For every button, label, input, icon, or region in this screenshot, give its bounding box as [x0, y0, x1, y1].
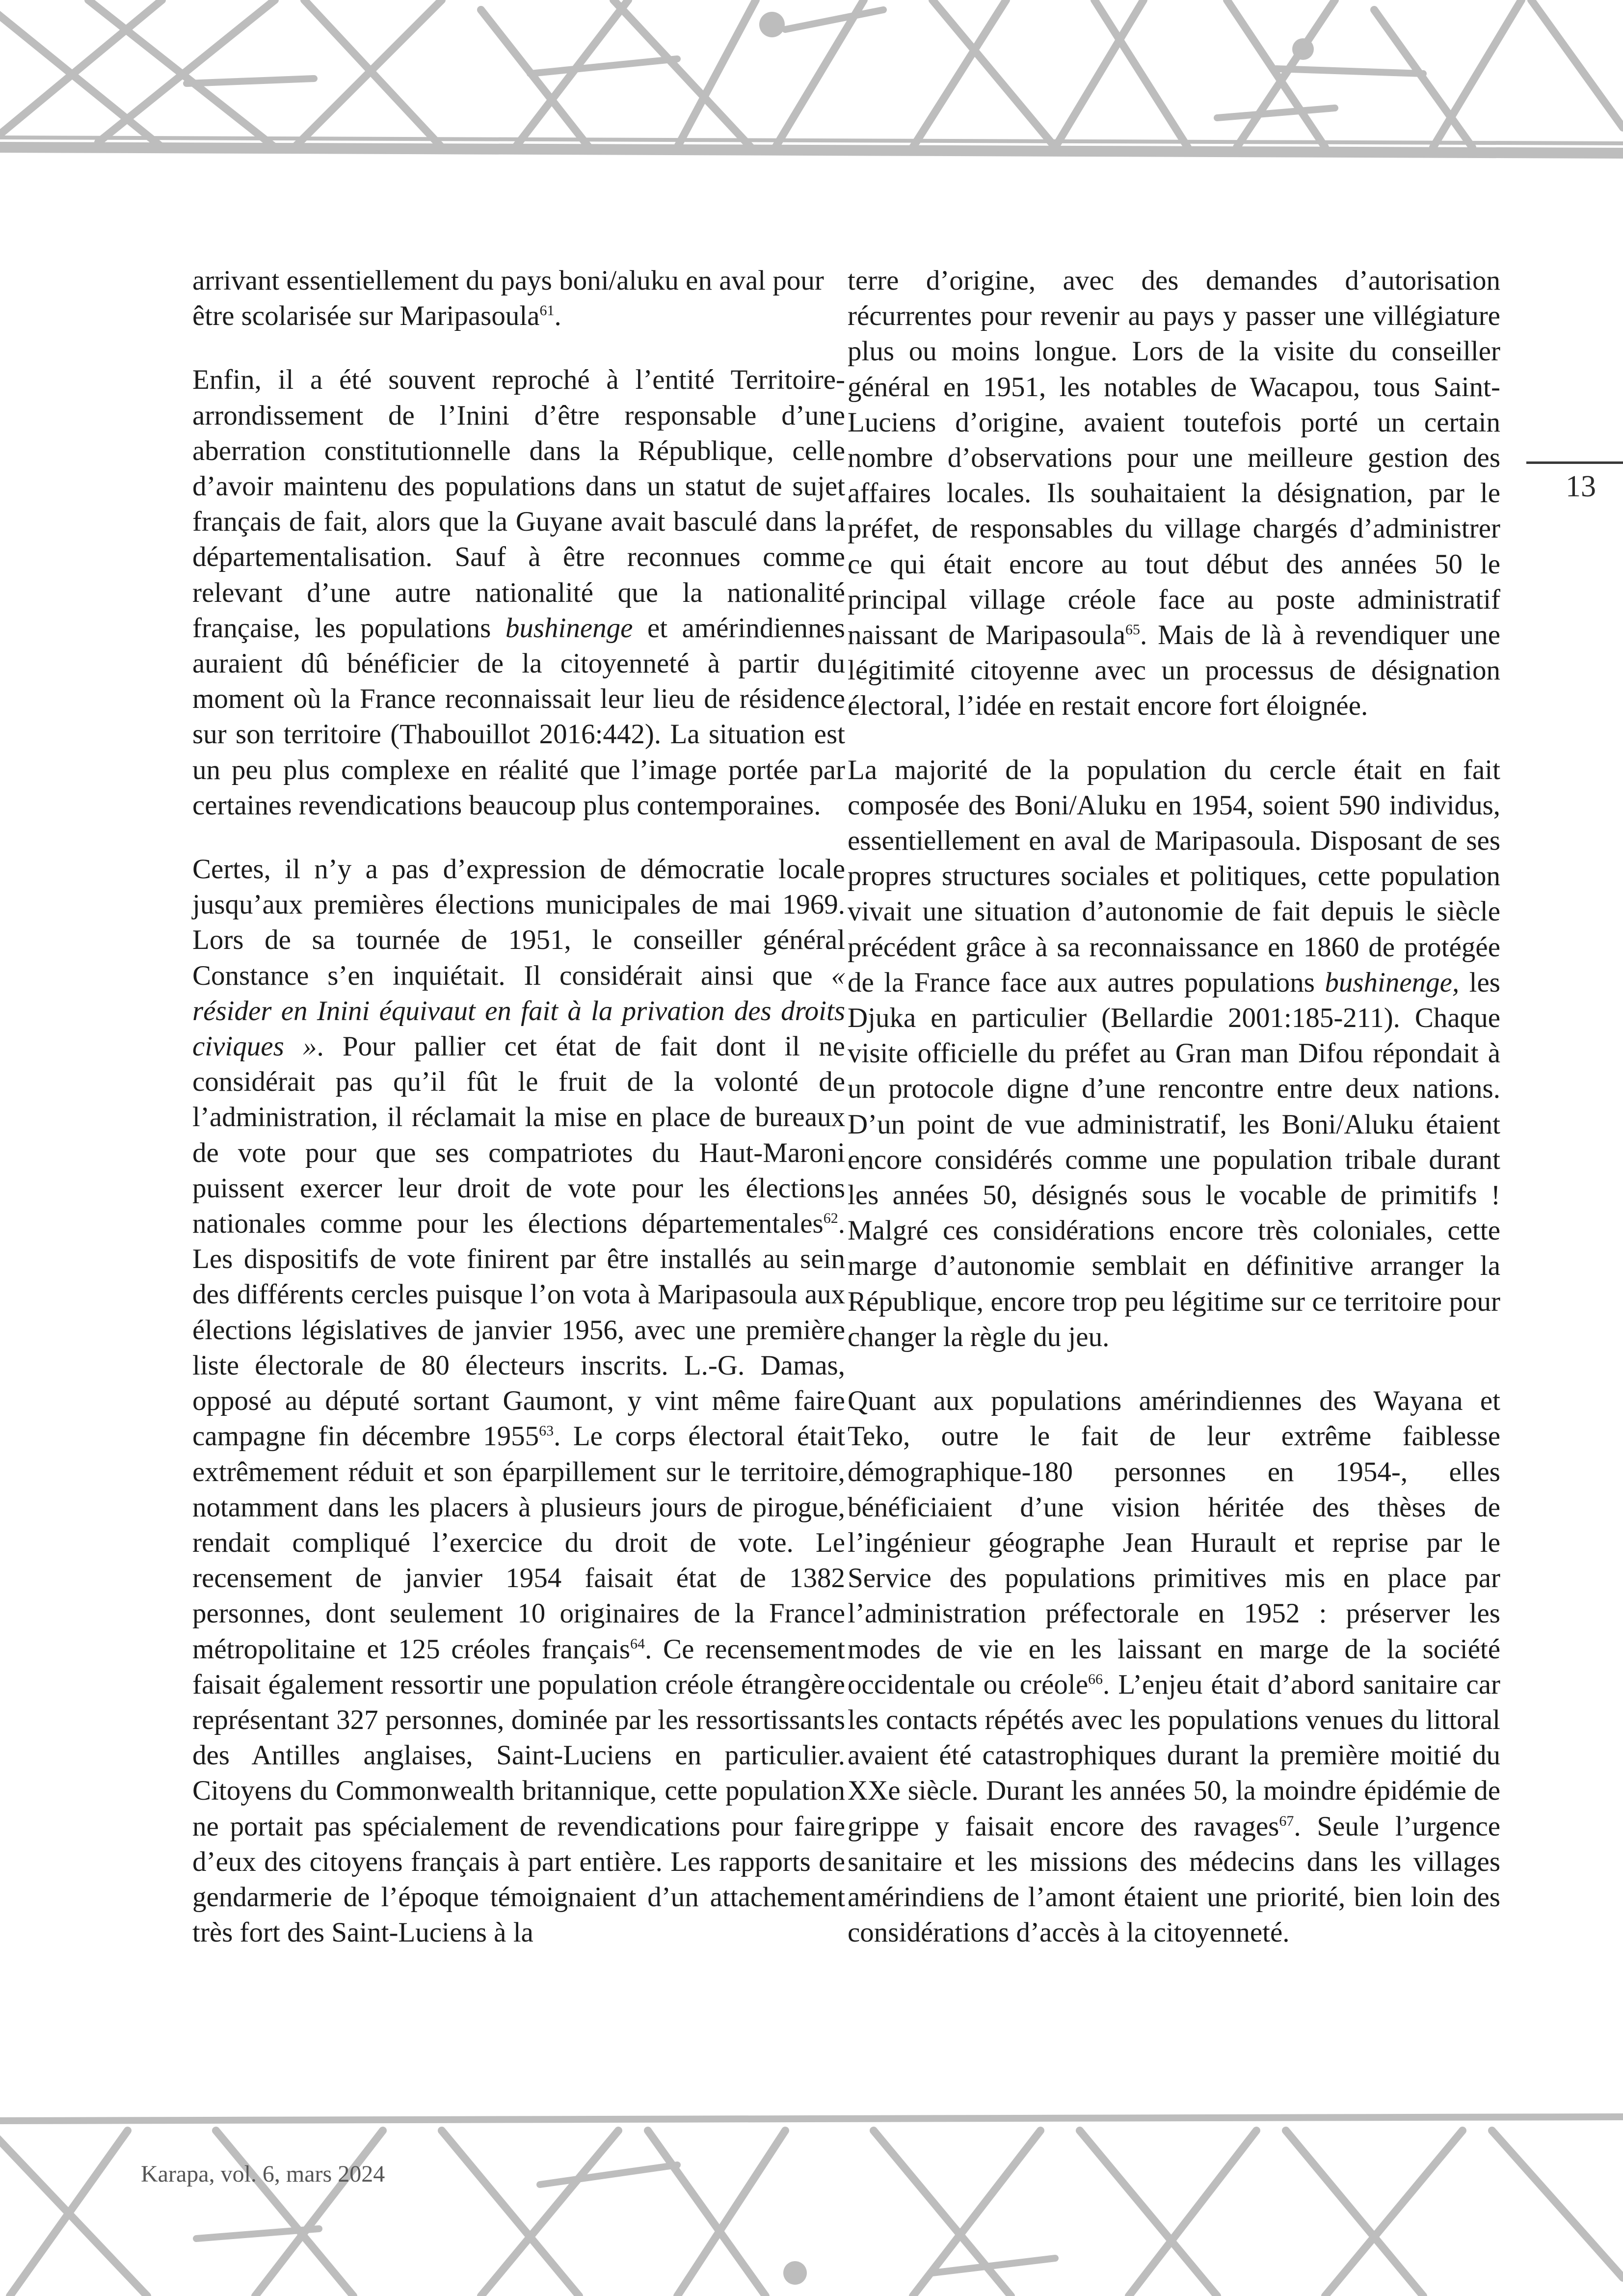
text-run: . Les dispositifs de vote finirent par être installés au sein des différents cercles puisque l’on vota à Maripasoula aux élections législatives de janvier 1956, avec une première liste électorale de 80 électeurs inscrits. L.-G. Damas, opposé au député sortant Gaumont, y vint même faire campagne fin décembre 1955 [192, 1208, 845, 1452]
text-run: . Mais de là à revendiquer une légitimité citoyenne avec un processus de désignation électoral, l’idée en restait encore fort éloignée. [848, 620, 1500, 722]
italic-text: bushinenge, [1325, 967, 1460, 998]
text-run: . Seule l’urgence sanitaire et les missions des médecins dans les villages amérindiens de l’amont étaient une priorité, bien loin des considérations d’accès à la citoyenneté. [848, 1810, 1501, 1948]
woven-pattern-top [0, 0, 1623, 162]
left-text-column [192, 263, 845, 1979]
paragraph [192, 263, 845, 334]
text-run: . Pour pallier cet état de fait dont il ne considérait pas qu’il fût le fruit de la volonté de l’administration, il réclamait la mise en place de bureaux de vote pour que ses compatriotes du Haut-Maroni puissent exercer leur droit de vote pour les élections nationales comme pour les élections départementales [192, 1031, 845, 1240]
text-run: . Ce recensement faisait également ressortir une population créole étrangère représentant 327 personnes, dominée par les ressortissants des Antilles anglaises, Saint-Luciens en particulier. Citoyens du Commonwealth britannique, cette population ne portait pas spécialement de revendications pour faire d’eux des citoyens français à part entière. Les rapports de gendarmerie de l’époque témoignaient d’un attachement très fort des Saint-Luciens à la [192, 1633, 845, 1948]
text-run: Enfin, il a été souvent reproché à l’entité Territoire-arrondissement de l’Inini d’être responsable d’une aberration constitutionnelle dans la République, celle d’avoir maintenu des populations dans un statut de sujet français de fait, alors que la Guyane avait basculé dans la départementalisation. Sauf à être reconnues comme relevant d’une autre nationalité que la nationalité française, les populations [192, 364, 845, 644]
page-number-rule [1526, 461, 1623, 464]
italic-text: « résider en Inini équivaut en fait à la privation des droits civiques » [192, 960, 845, 1062]
text-run: et amérindiennes auraient dû bénéficier de la citoyenneté à partir du moment où la France reconnaissait leur lieu de résidence sur son territoire (Thabouillot 2016:442). La situation est un peu plus complexe en réalité que l’image portée par certaines revendications beaucoup plus contemporaines. [192, 612, 845, 821]
italic-text: bushinenge [505, 612, 633, 644]
footer-journal-citation: Karapa, vol. 6, mars 2024 [141, 2161, 385, 2187]
paragraph [192, 852, 845, 1950]
text-run: terre d’origine, avec des demandes d’autorisation récurrentes pour revenir au pays y passer une villégiature plus ou moins longue. Lors de la visite du conseiller général en 1951, les notables de Wacapou, tous Saint-Luciens d’origine, avaient toutefois porté un certain nombre d’observations pour une meilleure gestion des affaires locales. Ils souhaitaient la désignation, par le préfet, de responsables du village chargés d’administrer ce qui était encore au tout début des années 50 le principal village créole face au poste administratif naissant de Maripasoula [848, 265, 1500, 651]
top-decorative-band [0, 0, 1623, 162]
text-run: Certes, il n’y a pas d’expression de démocratie locale jusqu’aux premières élections municipales de mai 1969. Lors de sa tournée de 1951, le conseiller général Constance s’en inquiétait. Il considérait ainsi que [192, 854, 845, 991]
text-run: . [554, 300, 561, 332]
text-run: . Le corps électoral était extrêmement réduit et son éparpillement sur le territoire, notamment dans les placers à plusieurs jours de pirogue, rendait compliqué l’exercice du droit de vote. Le recensement de janvier 1954 faisait état de 1382 personnes, dont seulement 10 originaires de la France métropolitaine et 125 créoles français [192, 1421, 845, 1665]
text-run: . L’enjeu était d’abord sanitaire car les contacts répétés avec les populations venues du littoral avaient été catastrophiques durant la première moitié du XXe siècle. Durant les années 50, la moindre épidémie de grippe y faisait encore des ravages [848, 1669, 1500, 1842]
paragraph [848, 753, 1500, 1355]
woven-pattern-bottom [0, 2111, 1623, 2296]
text-run: La majorité de la population du cercle était en fait composée des Boni/Aluku en 1954, soient 590 individus, essentiellement en aval de Maripasoula. Disposant de ses propres structures sociales et politiques, cette population vivait une situation d’autonomie de fait depuis le siècle précédent grâce à sa reconnaissance en 1860 de protégée de la France face aux autres populations [848, 754, 1500, 998]
footnote-reference: 64 [630, 1635, 645, 1652]
text-run: arrivant essentiellement du pays boni/aluku en aval pour être scolarisée sur Maripasoula [192, 265, 824, 332]
footnote-reference: 63 [539, 1423, 554, 1439]
footnote-reference: 62 [823, 1210, 838, 1227]
footnote-reference: 65 [1125, 621, 1141, 638]
paragraph [848, 1383, 1500, 1950]
paragraph [848, 263, 1500, 724]
right-text-column [848, 263, 1500, 1979]
footnote-reference: 66 [1088, 1671, 1103, 1687]
page-number: 13 [1566, 470, 1596, 503]
text-run: Quant aux populations amérindiennes des Wayana et Teko, outre le fait de leur extrême faiblesse démographique-180 personnes en 1954-, elles bénéficiaient d’une vision héritée des thèses de l’ingénieur géographe Jean Hurault et reprise par le Service des populations primitives mis en place par l’administration préfectorale en 1952 : préserver les modes de vie en les laissant en marge de la société occidentale ou créole [848, 1385, 1500, 1700]
paragraph [192, 362, 845, 823]
footnote-reference: 61 [539, 302, 555, 319]
footnote-reference: 67 [1279, 1812, 1294, 1829]
bottom-decorative-band [0, 2111, 1623, 2296]
text-run: les Djuka en particulier (Bellardie 2001:185-211). Chaque visite officielle du préfet au Gran man Difou répondait à un protocole digne d’une rencontre entre deux nations. D’un point de vue administratif, les Boni/Aluku étaient encore considérés comme une population tribale durant les années 50, désignés sous le vocable de primitifs ! Malgré ces considérations encore très coloniales, cette marge d’autonomie semblait en définitive arranger la République, encore trop peu légitime sur ce territoire pour changer la règle du jeu. [848, 967, 1500, 1352]
